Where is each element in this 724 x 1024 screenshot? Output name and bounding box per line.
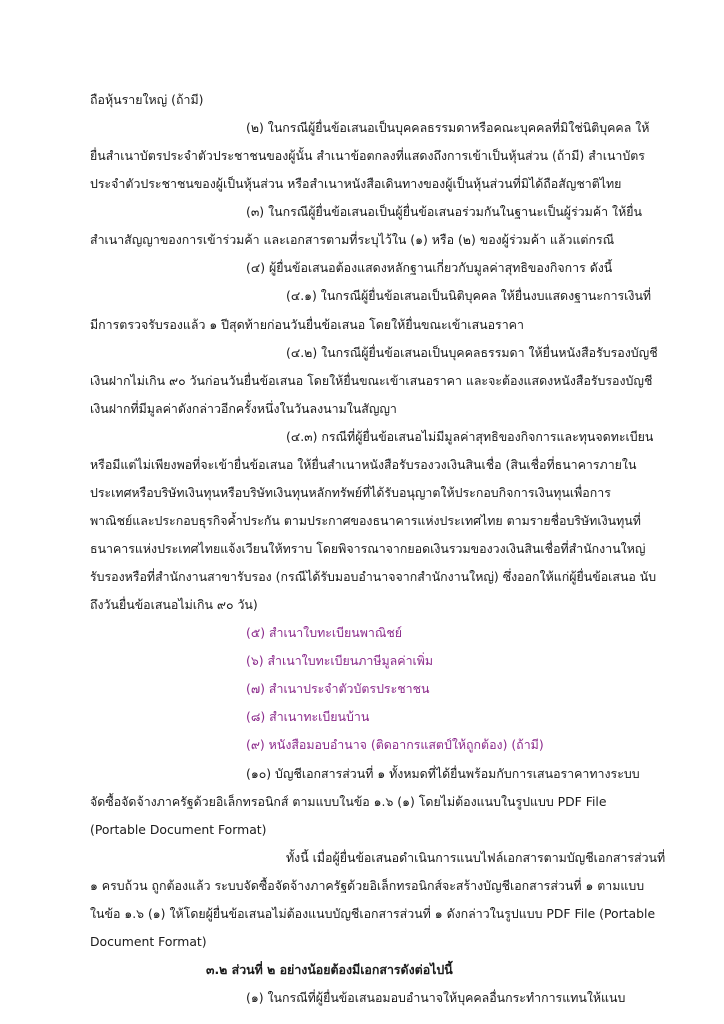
section-heading-3-2: ๓.๒ ส่วนที่ ๒ อย่างน้อยต้องมีเอกสารดังต่อไปนี้	[206, 962, 453, 977]
text-line-03: ยื่นสำเนาบัตรประจำตัวประชาชนของผู้นั้น สำเนาข้อตกลงที่แสดงถึงการเข้าเป็นหุ้นส่วน (ถ้ามี) สำเนาบัตร	[90, 148, 645, 163]
text-line-05: (๓) ในกรณีผู้ยื่นข้อเสนอเป็นผู้ยื่นข้อเสนอร่วมกันในฐานะเป็นผู้ร่วมค้า ให้ยื่น	[246, 204, 642, 219]
list-item-power-of-attorney: (๙) หนังสือมอบอำนาจ (ติดอากรแสตป์ให้ถูกต้อง) (ถ้ามี)	[246, 737, 544, 752]
list-item-vat-registration: (๖) สำเนาใบทะเบียนภาษีมูลค่าเพิ่ม	[246, 653, 434, 668]
text-line-16: พาณิชย์และประกอบธุรกิจค้ำประกัน ตามประกาศของธนาคารแห่งประเทศไทย ตามรายชื่อบริษัทเงินทุนที่	[90, 513, 641, 528]
text-line-14: หรือมีแต่ไม่เพียงพอที่จะเข้ายื่นข้อเสนอ ให้ยื่นสำเนาหนังสือรับรองวงเงินสินเชื่อ (สินเชื่อที่ธนาคารภายใน	[90, 457, 637, 472]
text-line-08: (๔.๑) ในกรณีผู้ยื่นข้อเสนอเป็นนิติบุคคล ให้ยื่นงบแสดงฐานะการเงินที่	[286, 288, 652, 303]
text-line-29: ๑ ครบถ้วน ถูกต้องแล้ว ระบบจัดซื้อจัดจ้างภาครัฐด้วยอิเล็กทรอนิกส์จะสร้างบัญชีเอกสารส่วนที่ ๑ ตามแบบ	[90, 878, 645, 893]
text-line-01: ถือหุ้นรายใหญ่ (ถ้ามี)	[90, 92, 204, 107]
text-line-13: (๔.๓) กรณีที่ผู้ยื่นข้อเสนอไม่มีมูลค่าสุทธิของกิจการและทุนจดทะเบียน	[286, 429, 654, 444]
list-item-id-card: (๗) สำเนาประจำตัวบัตรประชาชน	[246, 681, 430, 696]
text-line-10: (๔.๒) ในกรณีผู้ยื่นข้อเสนอเป็นบุคคลธรรมดา ให้ยื่นหนังสือรับรองบัญชี	[286, 345, 658, 360]
text-line-26: จัดซื้อจัดจ้างภาครัฐด้วยอิเล็กทรอนิกส์ ตามแบบในข้อ ๑.๖ (๑) โดยไม่ต้องแนบในรูปแบบ PDF File	[90, 794, 607, 809]
text-line-12: เงินฝากที่มีมูลค่าดังกล่าวอีกครั้งหนึ่งในวันลงนามในสัญญา	[90, 401, 397, 416]
text-line-07: (๔) ผู้ยื่นข้อเสนอต้องแสดงหลักฐานเกี่ยวกับมูลค่าสุทธิของกิจการ ดังนี้	[246, 260, 613, 275]
text-line-27: (Portable Document Format)	[90, 822, 267, 837]
text-line-33: (๑) ในกรณีที่ผู้ยื่นข้อเสนอมอบอำนาจให้บุคคลอื่นกระทำการแทนให้แนบ	[246, 990, 626, 1005]
text-line-02: (๒) ในกรณีผู้ยื่นข้อเสนอเป็นบุคคลธรรมดาหรือคณะบุคคลที่มิใช่นิติบุคคล ให้	[246, 120, 650, 135]
text-line-31: Document Format)	[90, 934, 207, 949]
text-line-09: มีการตรวจรับรองแล้ว ๑ ปีสุดท้ายก่อนวันยื่นข้อเสนอ โดยให้ยื่นขณะเข้าเสนอราคา	[90, 317, 524, 332]
text-line-18: รับรองหรือที่สำนักงานสาขารับรอง (กรณีได้รับมอบอำนาจจากสำนักงานใหญ่) ซึ่งออกให้แก่ผู้ยื่นข้อเสนอ นับ	[90, 569, 657, 584]
text-line-30: ในข้อ ๑.๖ (๑) ให้โดยผู้ยื่นข้อเสนอไม่ต้องแนบบัญชีเอกสารส่วนที่ ๑ ดังกล่าวในรูปแบบ PDF File (Portable	[90, 906, 656, 921]
text-line-15: ประเทศหรือบริษัทเงินทุนหรือบริษัทเงินทุนหลักทรัพย์ที่ได้รับอนุญาตให้ประกอบกิจการเงินทุนเพื่อการ	[90, 485, 611, 500]
list-item-house-registration: (๘) สำเนาทะเบียนบ้าน	[246, 709, 370, 724]
text-line-19: ถึงวันยื่นข้อเสนอไม่เกิน ๙๐ วัน)	[90, 597, 258, 612]
text-line-06: สำเนาสัญญาของการเข้าร่วมค้า และเอกสารตามที่ระบุไว้ใน (๑) หรือ (๒) ของผู้ร่วมค้า แล้วแต่กรณี	[90, 232, 615, 247]
text-line-28: ทั้งนี้ เมื่อผู้ยื่นข้อเสนอดำเนินการแนบไฟล์เอกสารตามบัญชีเอกสารส่วนที่	[286, 850, 666, 865]
text-line-11: เงินฝากไม่เกิน ๙๐ วันก่อนวันยื่นข้อเสนอ โดยให้ยื่นขณะเข้าเสนอราคา และจะต้องแสดงหนังสือรับรองบัญชี	[90, 373, 653, 388]
list-item-commerce-registration: (๕) สำเนาใบทะเบียนพาณิชย์	[246, 625, 403, 640]
text-line-17: ธนาคารแห่งประเทศไทยแจ้งเวียนให้ทราบ โดยพิจารณาจากยอดเงินรวมของวงเงินสินเชื่อที่สำนักงานใหญ่	[90, 541, 646, 556]
text-line-04: ประจำตัวประชาชนของผู้เป็นหุ้นส่วน หรือสำเนาหนังสือเดินทางของผู้เป็นหุ้นส่วนที่มิได้ถือสัญชาติไทย	[90, 176, 622, 191]
text-line-25: (๑๐) บัญชีเอกสารส่วนที่ ๑ ทั้งหมดที่ได้ยื่นพร้อมกับการเสนอราคาทางระบบ	[246, 766, 640, 781]
